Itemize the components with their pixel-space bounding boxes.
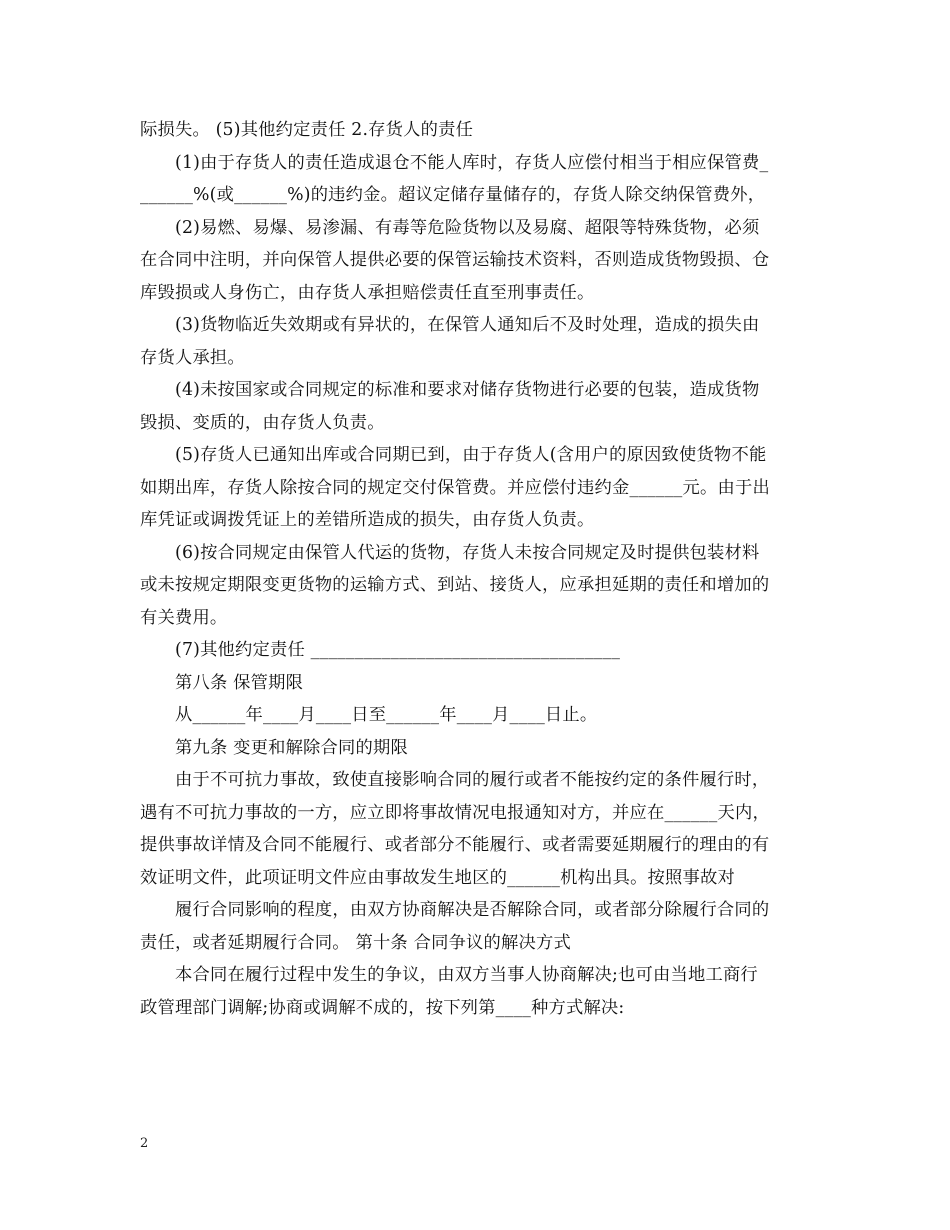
text-line: 履行合同影响的程度，由双方协商解决是否解除合同，或者部分除履行合同的 — [175, 900, 770, 920]
page-number: 2 — [140, 1136, 149, 1151]
text-line: 或未按规定期限变更货物的运输方式、到站、接货人，应承担延期的责任和增加的 — [140, 575, 770, 595]
text-line: 从______年____月____日至______年____月____日止。 — [175, 705, 598, 725]
text-line: 效证明文件，此项证明文件应由事故发生地区的______机构出具。按照事故对 — [140, 867, 735, 888]
text-line: (5)存货人已通知出库或合同期已到，由于存货人(含用户的原因致使货物不能 — [175, 445, 767, 465]
text-line: 遇有不可抗力事故的一方，应立即将事故情况电报通知对方，并应在______天内， — [140, 802, 770, 823]
text-line: 第八条 保管期限 — [175, 672, 304, 693]
text-line: (7)其他约定责任 ___________________________________ — [175, 640, 621, 660]
text-line: 如期出库，存货人除按合同的规定交付保管费。并应偿付违约金______元。由于出 — [140, 477, 770, 498]
text-line: 责任，或者延期履行合同。 第十条 合同争议的解决方式 — [140, 932, 571, 953]
text-line: 由于不可抗力事故，致使直接影响合同的履行或者不能按约定的条件履行时， — [175, 770, 770, 790]
text-line: (2)易燃、易爆、易渗漏、有毒等危险货物以及易腐、超限等特殊货物，必须 — [175, 217, 760, 238]
text-line: 库毁损或人身伤亡，由存货人承担赔偿责任直至刑事责任。 — [140, 282, 595, 303]
text-line: 际损失。 (5)其他约定责任 2.存货人的责任 — [140, 120, 474, 140]
text-line: 库凭证或调拨凭证上的差错所造成的损失，由存货人负责。 — [140, 510, 595, 530]
text-line: 提供事故详情及合同不能履行、或者部分不能履行、或者需要延期履行的理由的有 — [140, 835, 770, 855]
document-body — [140, 114, 815, 1024]
text-line: 有关费用。 — [140, 607, 228, 628]
text-line: 毁损、变质的，由存货人负责。 — [140, 412, 385, 433]
text-line: (1)由于存货人的责任造成退仓不能人库时，存货人应偿付相当于相应保管费_ — [175, 152, 769, 173]
text-line: 政管理部门调解;协商或调解不成的，按下列第____种方式解决: — [140, 997, 625, 1018]
text-line: 第九条 变更和解除合同的期限 — [175, 737, 408, 758]
text-line: ______%(或______%)的违约金。超议定储存量储存的，存货人除交纳保管费外， — [140, 185, 766, 205]
text-line: (4)未按国家或合同规定的标准和要求对储存货物进行必要的包装，造成货物 — [175, 380, 760, 400]
text-line: (6)按合同规定由保管人代运的货物，存货人未按合同规定及时提供包装材料 — [175, 542, 760, 563]
text-line: (3)货物临近失效期或有异状的，在保管人通知后不及时处理，造成的损失由 — [175, 315, 760, 335]
text-line: 本合同在履行过程中发生的争议，由双方当事人协商解决;也可由当地工商行 — [175, 965, 758, 985]
text-line: 存货人承担。 — [140, 347, 245, 368]
text-line: 在合同中注明，并向保管人提供必要的保管运输技术资料，否则造成货物毁损、仓 — [140, 250, 770, 270]
